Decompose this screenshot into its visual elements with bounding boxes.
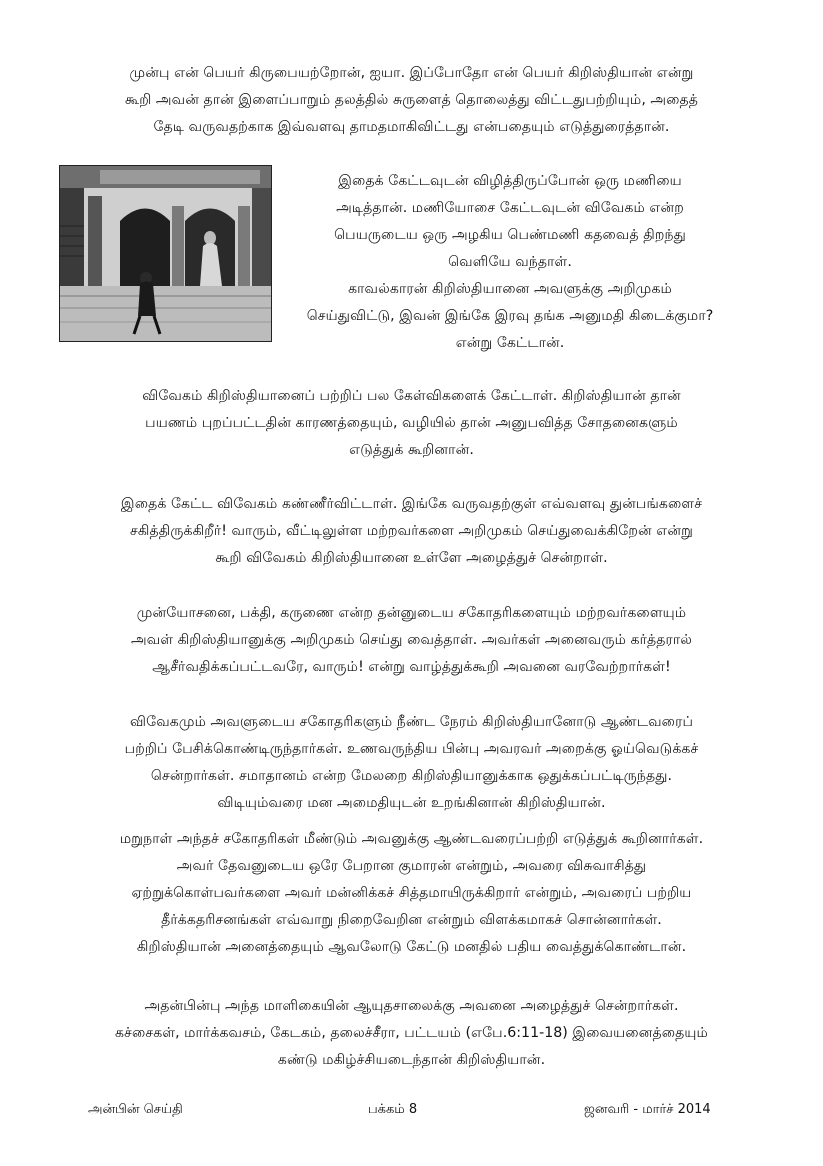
text-line: அவள் கிறிஸ்தியானுக்கு அறிமுகம் செய்து வைத்தாள். அவர்கள் அனைவரும் கர்த்தரால் xyxy=(130,632,693,648)
text-line: முன்பு என் பெயர் கிருபையற்றோன், ஐயா. இப்போதோ என் பெயர் கிறிஸ்தியான் என்று xyxy=(129,65,694,81)
text-line: சகித்திருக்கிறீர்! வாரும், வீட்டிலுள்ள மற்றவர்களை அறிமுகம் செய்துவைக்கிறேன் என்று xyxy=(130,523,693,539)
text-line: பற்றிப் பேசிக்கொண்டிருந்தார்கள். உணவருந்திய பின்பு அவரவர் அறைக்கு ஓய்வெடுக்கச் xyxy=(124,741,699,757)
text-line: செய்துவிட்டு, இவன் இங்கே இரவு தங்க அனுமதி கிடைக்குமா? xyxy=(306,308,714,324)
paragraph-8 xyxy=(48,993,775,1074)
paragraph-2 xyxy=(276,168,744,357)
text-line: பெயருடைய ஒரு அழகிய பெண்மணி கதவைத் திறந்து xyxy=(334,227,686,243)
footer-issue-date: ஜனவரி - மார்ச் 2014 xyxy=(584,1102,711,1117)
text-line: எடுத்துக் கூறினான். xyxy=(349,442,474,458)
paragraph-4 xyxy=(48,491,775,572)
paragraph-5 xyxy=(48,600,775,681)
text-line: அதன்பின்பு அந்த மாளிகையின் ஆயுதசாலைக்கு அவனை அழைத்துச் சென்றார்கள். xyxy=(144,998,679,1014)
text-line: அடித்தான். மணியோசை கேட்டவுடன் விவேகம் என்ற xyxy=(336,200,684,216)
text-line: தேடி வருவதற்காக இவ்வளவு தாமதமாகிவிட்டது என்பதையும் எடுத்துரைத்தான். xyxy=(153,119,670,135)
text-line: என்று கேட்டான். xyxy=(455,335,565,351)
text-line: இதைக் கேட்டவுடன் விழித்திருப்போன் ஒரு மணியை xyxy=(338,173,682,189)
text-line: ஆசீர்வதிக்கப்பட்டவரே, வாரும்! என்று வாழ்த்துக்கூறி அவனை வரவேற்றார்கள்! xyxy=(152,659,671,675)
text-line: இதைக் கேட்ட விவேகம் கண்ணீர்விட்டாள். இங்கே வருவதற்குள் எவ்வளவு துன்பங்களைச் xyxy=(120,496,703,512)
text-line: சென்றார்கள். சமாதானம் என்ற மேலறை கிறிஸ்தியானுக்காக ஒதுக்கப்பட்டிருந்தது. xyxy=(150,768,673,784)
footer-page-number: பக்கம் 8 xyxy=(368,1102,418,1117)
page-footer xyxy=(0,1102,823,1122)
text-line: காவல்காரன் கிறிஸ்தியானை அவளுக்கு அறிமுகம் xyxy=(348,281,672,297)
text-line: கச்சைகள், மார்க்கவசம், கேடகம், தலைச்சீரா, பட்டயம் (எபே.6:11-18) இவையனைத்தையும் xyxy=(115,1025,708,1041)
paragraph-6 xyxy=(48,709,775,817)
text-line: கூறி விவேகம் கிறிஸ்தியானை உள்ளே அழைத்துச் சென்றாள். xyxy=(215,550,608,566)
paragraph-3 xyxy=(48,383,775,464)
text-line: கூறி அவன் தான் இளைப்பாறும் தலத்தில் சுருளைத் தொலைத்து விட்டதுபற்றியும், அதைத் xyxy=(124,92,699,108)
text-line: விவேகம் கிறிஸ்தியானைப் பற்றிப் பல கேள்விகளைக் கேட்டாள். கிறிஸ்தியான் தான் xyxy=(142,388,681,404)
text-line: மறுநாள் அந்தச் சகோதரிகள் மீண்டும் அவனுக்கு ஆண்டவரைப்பற்றி எடுத்துக் கூறினார்கள். xyxy=(119,831,704,847)
paragraph-1 xyxy=(48,60,775,141)
text-line: வெளியே வந்தாள். xyxy=(448,254,572,270)
text-line: கிறிஸ்தியான் அனைத்தையும் ஆவலோடு கேட்டு மனதில் பதிய வைத்துக்கொண்டான். xyxy=(136,939,687,955)
text-line: விடியும்வரை மன அமைதியுடன் உறங்கினான் கிறிஸ்தியான். xyxy=(217,795,606,811)
paragraph-7 xyxy=(48,826,775,961)
text-line: விவேகமும் அவளுடைய சகோதரிகளும் நீண்ட நேரம் கிறிஸ்தியானோடு ஆண்டவரைப் xyxy=(130,714,693,730)
text-line: பயணம் புறப்பட்டதின் காரணத்தையும், வழியில் தான் அனுபவித்த சோதனைகளும் xyxy=(145,415,678,431)
text-line: முன்யோசனை, பக்தி, கருணை என்ற தன்னுடைய சகோதரிகளையும் மற்றவர்களையும் xyxy=(136,605,687,621)
text-line: அவர் தேவனுடைய ஒரே பேறான குமாரன் என்றும், அவரை விசுவாசித்து xyxy=(176,858,647,874)
text-line: தீர்க்கதரிசனங்கள் எவ்வாறு நிறைவேறின என்றும் விளக்கமாகச் சொன்னார்கள். xyxy=(161,912,662,928)
text-line: ஏற்றுக்கொள்பவர்களை அவர் மன்னிக்கச் சித்தமாயிருக்கிறார் என்றும், அவரைப் பற்றிய xyxy=(131,885,692,901)
text-line: கண்டு மகிழ்ச்சியடைந்தான் கிறிஸ்தியான். xyxy=(277,1052,546,1068)
footer-publication: அன்பின் செய்தி xyxy=(88,1102,183,1117)
palace-doorway-illustration xyxy=(59,165,272,342)
